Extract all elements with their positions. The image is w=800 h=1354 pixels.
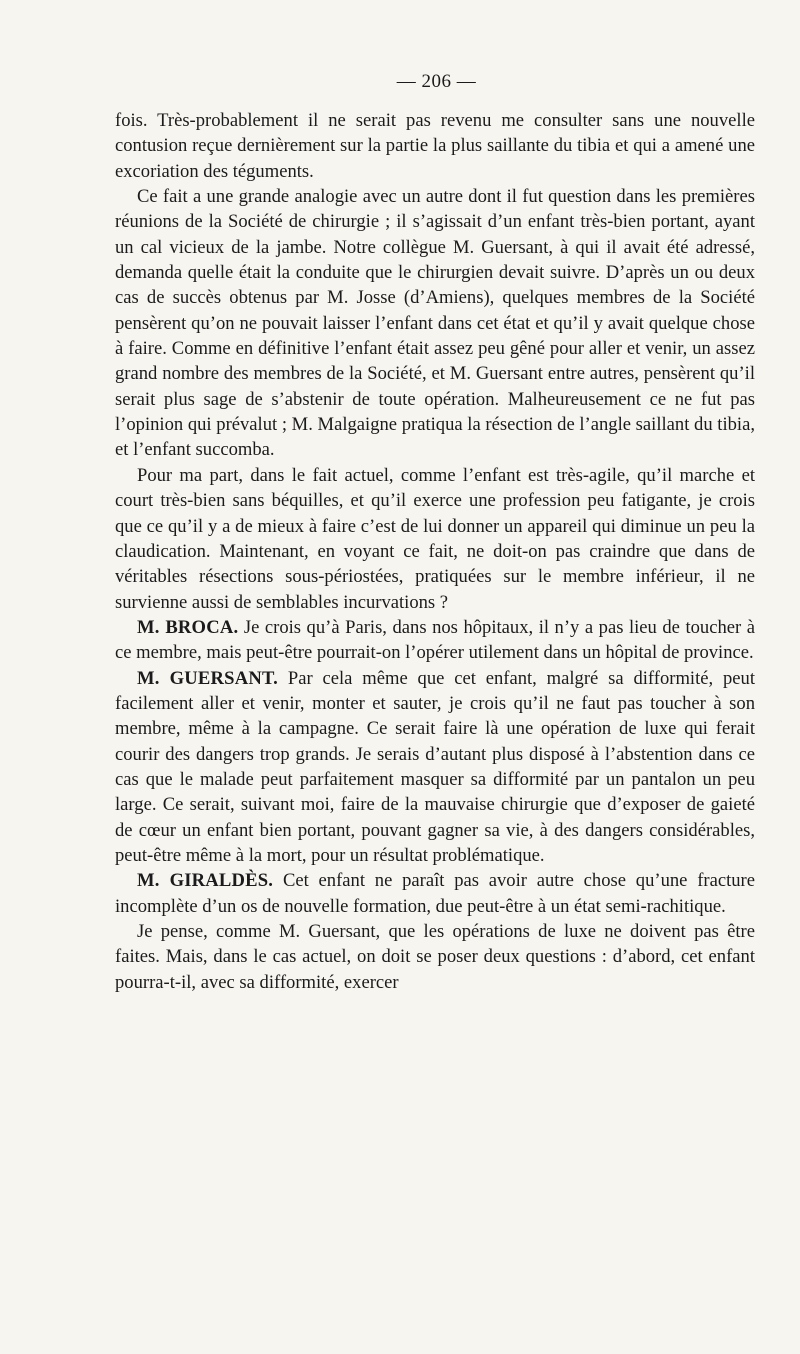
- speaker-guersant: M. GUERSANT.: [137, 667, 279, 689]
- page-number: — 206 —: [396, 71, 477, 92]
- paragraph-opinion: Pour ma part, dans le fait actuel, comme l’enfant est très-agile, qu’il marche et court très-bien sans béquilles, et qu’il exerce une profession peu fatigante, je crois que ce qu’il y a de mieux à faire c’est de lui donner un appareil qui diminue un peu la claudication. Maintenant, en voyant ce fait, ne doit-on pas craindre que dans de véritables résections sous-périostées, pratiquées sur le membre inférieur, il ne survienne aussi de semblables incurvations ?: [115, 464, 755, 613]
- speaker-broca: M. BROCA.: [137, 616, 239, 638]
- document-body: [115, 108, 755, 995]
- speech-broca: [115, 615, 755, 666]
- speech-guersant: [115, 666, 755, 869]
- speech-giraldes: [115, 868, 755, 919]
- paragraph-analogy: Ce fait a une grande analogie avec un autre dont il fut question dans les premières réunions de la Société de chirurgie ; il s’agissait d’un enfant très-bien portant, ayant un cal vicieux de la jambe. Notre collègue M. Guersant, à qui il avait été adressé, demanda quelle était la conduite que le chirurgien devait suivre. D’après un ou deux cas de succès obtenus par M. Josse (d’Amiens), quelques membres de la Société pensèrent qu’on ne pouvait laisser l’enfant dans cet état et qu’il y avait quelque chose à faire. Comme en définitive l’enfant était assez peu gêné pour aller et venir, un assez grand nombre des membres de la Société, et M. Guersant entre autres, pensèrent qu’il serait plus sage de s’abstenir de toute opération. Malheureusement ce ne fut pas l’opinion qui prévalut ; M. Malgaigne pratiqua la résection de l’angle saillant du tibia, et l’enfant succomba.: [115, 186, 755, 461]
- paragraph-continuation: fois. Très-probablement il ne serait pas revenu me consulter sans une nouvelle contusion reçue dernièrement sur la partie la plus saillante du tibia et qui a amené une excoriation des téguments.: [115, 110, 755, 182]
- speech-broca-text: Je crois qu’à Paris, dans nos hôpitaux, il n’y a pas lieu de toucher à ce membre, mais peut-être pourrait-on l’opérer utilement dans un hôpital de province.: [115, 616, 755, 664]
- paragraph-closing: Je pense, comme M. Guersant, que les opérations de luxe ne doivent pas être faites. Mais, dans le cas actuel, on doit se poser deux questions : d’abord, cet enfant pourra-t-il, avec sa difformité, exercer: [115, 921, 755, 993]
- speaker-giraldes: M. GIRALDÈS.: [137, 870, 274, 892]
- speech-guersant-text: Par cela même que cet enfant, malgré sa difformité, peut facilement aller et venir, monter et sauter, je crois qu’il ne faut pas toucher à son membre, même à la campagne. Ce serait faire là une opération de luxe qui ferait courir des dangers trop grands. Je serais d’autant plus disposé à l’abstention dans ce cas que le malade peut parfaitement masquer sa difformité par un pantalon un peu large. Ce serait, suivant moi, faire de la mauvaise chirurgie que d’exposer de gaieté de cœur un enfant bien portant, pouvant gagner sa vie, à des dangers considérables, peut-être même à la mort, pour un résultat problématique.: [115, 667, 755, 866]
- speech-giraldes-text: Cet enfant ne paraît pas avoir autre chose qu’une fracture incomplète d’un os de nouvelle formation, due peut-être à un état semi-rachitique.: [115, 870, 755, 917]
